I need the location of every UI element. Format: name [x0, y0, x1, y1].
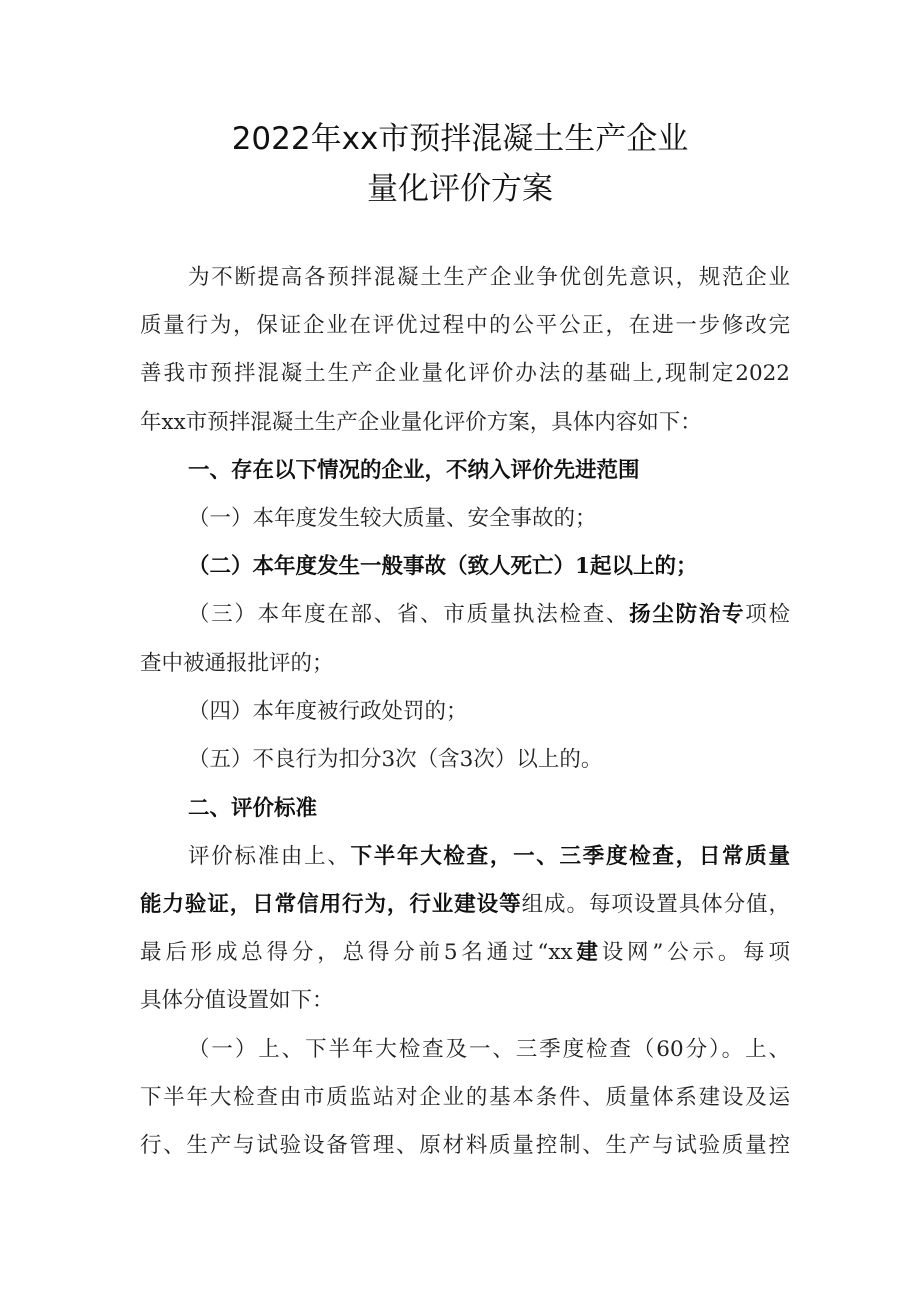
item3-text-bold: 扬尘防治专: [629, 602, 746, 627]
section1-item-3-line1: [188, 600, 790, 630]
section2-p2-line3: 行、生产与试验设备管理、原材料质量控制、生产与试验质量控: [140, 1133, 790, 1158]
intro-line-2: 质量行为，保证企业在评优过程中的公平公正，在进一步修改完: [140, 313, 790, 338]
section2-p1-line3: [140, 938, 790, 968]
item3-text-a: （三）本年度在部、省、市质量执法检查、: [188, 602, 630, 627]
item3-text-c: 项检: [745, 602, 790, 627]
section1-item-1: （一）本年度发生较大质量、安全事故的；: [188, 506, 597, 531]
intro-line-1: 为不断提高各预拌混凝土生产企业争优创先意识，规范企业: [188, 265, 790, 290]
document-title-line1: 2022年xx市预拌混凝土生产企业: [231, 121, 689, 157]
intro-line-3: 善我市预拌混凝土生产企业量化评价办法的基础上,现制定2022: [140, 361, 790, 386]
section1-heading: 一、存在以下情况的企业，不纳入评价先进范围: [188, 458, 640, 483]
p1-line2-text: 组成。每项设置具体分值，: [521, 892, 790, 917]
p1-line1-bold: 下半年大检查，一、三季度检查，日常质量: [350, 844, 790, 869]
section2-p1-line4: 具体分值设置如下：: [140, 988, 334, 1013]
section1-item-2: （二）本年度发生一般事故（致人死亡）1起以上的；: [188, 554, 698, 579]
section1-item-3-line2: 查中被通报批评的；: [140, 651, 334, 676]
section1-item-5: （五）不良行为扣分3次（含3次）以上的。: [188, 747, 603, 772]
section2-p2-line2: 下半年大检查由市质监站对企业的基本条件、质量体系建设及运: [140, 1085, 790, 1110]
section2-p1-line2: [140, 890, 790, 920]
section2-heading: 二、评价标准: [188, 796, 318, 821]
p1-line3-bold: 建: [572, 940, 602, 965]
intro-line-4: 年xx市预拌混凝土生产企业量化评价方案，具体内容如下：: [140, 410, 702, 435]
p1-line1-text: 评价标准由上、: [188, 844, 351, 869]
p1-line3-text-c: 设网”公示。每项: [601, 940, 790, 965]
section2-p1-line1: [188, 842, 790, 872]
section1-item-4: （四）本年度被行政处罚的；: [188, 699, 468, 724]
section2-p2-line1: （一）上、下半年大检查及一、三季度检查（60分）。上、: [188, 1037, 790, 1062]
document-title-line2: 量化评价方案: [367, 171, 553, 207]
p1-line2-bold: 能力验证，日常信用行为，行业建设等: [140, 892, 522, 917]
p1-line3-text-a: 最后形成总得分，总得分前5名通过“xx: [140, 940, 573, 965]
